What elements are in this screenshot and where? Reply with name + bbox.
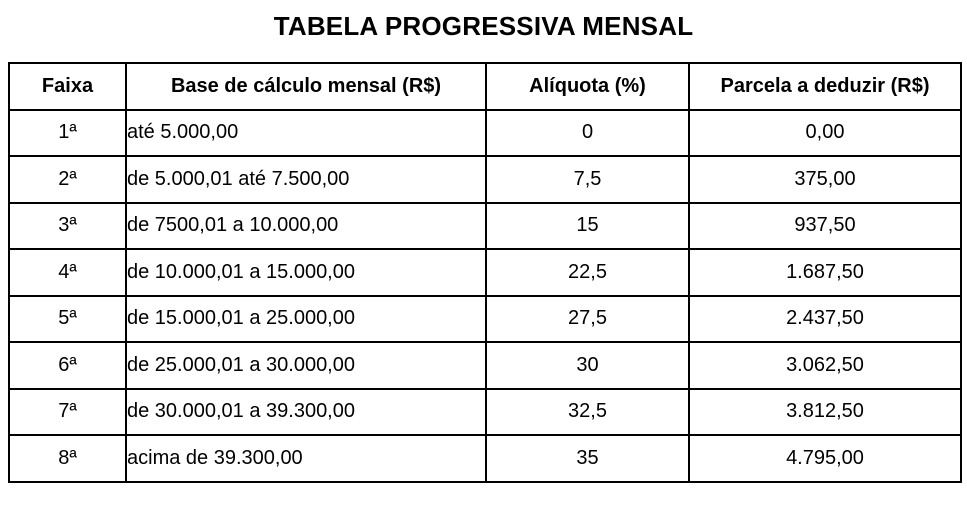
header-parcela-deduzir: Parcela a deduzir (R$) [689,63,961,110]
cell-base-calculo: até 5.000,00 [126,110,486,157]
table-row [9,342,961,389]
cell-parcela-deduzir: 0,00 [689,110,961,157]
cell-base-calculo: de 10.000,01 a 15.000,00 [126,249,486,296]
cell-base-calculo: de 30.000,01 a 39.300,00 [126,389,486,436]
cell-faixa: 4ª [9,249,126,296]
cell-faixa: 2ª [9,156,126,203]
cell-base-calculo: de 5.000,01 até 7.500,00 [126,156,486,203]
header-faixa: Faixa [9,63,126,110]
cell-faixa: 3ª [9,203,126,250]
cell-aliquota: 15 [486,203,689,250]
cell-faixa: 1ª [9,110,126,157]
table-row [9,203,961,250]
cell-faixa: 7ª [9,389,126,436]
cell-aliquota: 7,5 [486,156,689,203]
cell-aliquota: 32,5 [486,389,689,436]
progressive-tax-table [8,62,962,483]
table-row [9,296,961,343]
cell-aliquota: 30 [486,342,689,389]
cell-aliquota: 22,5 [486,249,689,296]
cell-parcela-deduzir: 937,50 [689,203,961,250]
cell-parcela-deduzir: 3.062,50 [689,342,961,389]
cell-aliquota: 35 [486,435,689,482]
table-row [9,156,961,203]
cell-faixa: 8ª [9,435,126,482]
cell-parcela-deduzir: 1.687,50 [689,249,961,296]
table-row [9,435,961,482]
table-header-row [9,63,961,110]
cell-faixa: 6ª [9,342,126,389]
cell-base-calculo: acima de 39.300,00 [126,435,486,482]
header-aliquota: Alíquota (%) [486,63,689,110]
cell-base-calculo: de 7500,01 a 10.000,00 [126,203,486,250]
page-title: TABELA PROGRESSIVA MENSAL [273,11,694,41]
cell-faixa: 5ª [9,296,126,343]
cell-aliquota: 0 [486,110,689,157]
cell-parcela-deduzir: 3.812,50 [689,389,961,436]
table-row [9,249,961,296]
cell-parcela-deduzir: 2.437,50 [689,296,961,343]
cell-parcela-deduzir: 4.795,00 [689,435,961,482]
table-row [9,389,961,436]
header-base-calculo: Base de cálculo mensal (R$) [126,63,486,110]
cell-base-calculo: de 15.000,01 a 25.000,00 [126,296,486,343]
cell-aliquota: 27,5 [486,296,689,343]
table-row [9,110,961,157]
cell-base-calculo: de 25.000,01 a 30.000,00 [126,342,486,389]
cell-parcela-deduzir: 375,00 [689,156,961,203]
